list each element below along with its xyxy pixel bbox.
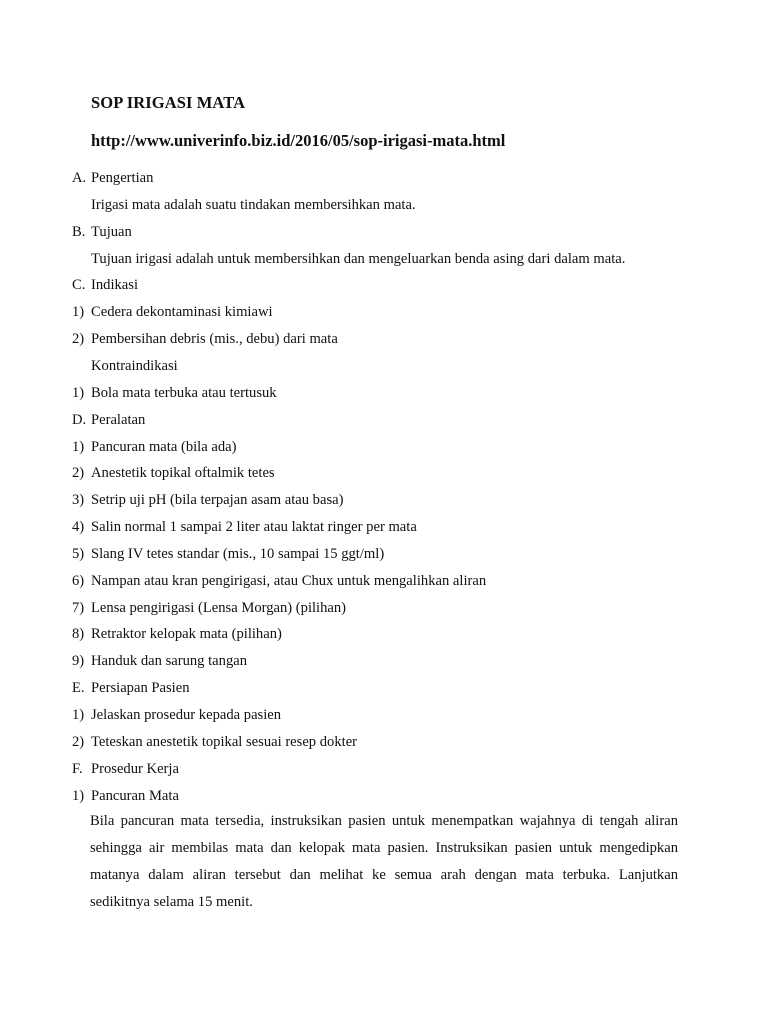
list-item-text: Cedera dekontaminasi kimiawi xyxy=(91,304,273,321)
list-item-text: Pancuran mata (bila ada) xyxy=(91,438,237,455)
list-item xyxy=(72,625,282,643)
list-item xyxy=(72,411,145,429)
list-marker: D. xyxy=(72,411,87,428)
list-item-text: Peralatan xyxy=(91,411,146,428)
list-item-text: Handuk dan sarung tangan xyxy=(91,653,248,670)
list-item xyxy=(72,169,153,187)
paragraph-line: sehingga air membilas mata dan kelopak mata pasien. Instruksikan pasien untuk mengedipkan xyxy=(90,840,678,856)
list-marker: 5) xyxy=(72,545,85,562)
list-marker: 7) xyxy=(72,599,85,616)
list-item xyxy=(72,491,343,509)
list-item-text: Indikasi xyxy=(91,277,139,294)
list-item xyxy=(72,518,417,536)
list-marker: 9) xyxy=(72,653,85,670)
paragraph-line: Bila pancuran mata tersedia, instruksikan pasien untuk menempatkan wajahnya di tengah aliran xyxy=(90,813,678,829)
list-marker: 2) xyxy=(72,733,85,750)
list-marker: 3) xyxy=(72,492,85,509)
list-item xyxy=(72,384,277,402)
list-marker: 2) xyxy=(72,465,85,482)
list-item xyxy=(72,706,281,724)
list-item-text: Pembersihan debris (mis., debu) dari mata xyxy=(91,331,338,348)
list-text xyxy=(91,196,416,214)
list-item xyxy=(72,303,273,321)
list-text xyxy=(91,357,178,375)
list-item-text: Tujuan irigasi adalah untuk membersihkan dan mengeluarkan benda asing dari dalam mata. xyxy=(91,250,626,267)
list-marker: 1) xyxy=(72,438,85,455)
list-item-text: Persiapan Pasien xyxy=(91,680,190,697)
list-item-text: Nampan atau kran pengirigasi, atau Chux untuk mengalihkan aliran xyxy=(91,572,487,589)
list-item xyxy=(72,438,236,456)
list-item xyxy=(72,760,179,778)
list-marker: B. xyxy=(72,223,86,240)
source-url: http://www.univerinfo.biz.id/2016/05/sop-irigasi-mata.html xyxy=(91,131,506,150)
list-item-text: Jelaskan prosedur kepada pasien xyxy=(91,707,282,723)
list-marker: C. xyxy=(72,277,86,294)
list-marker: E. xyxy=(72,680,85,697)
list-item xyxy=(72,787,179,805)
list-item xyxy=(72,223,132,241)
paragraph-line: sedikitnya selama 15 menit. xyxy=(90,894,253,910)
list-item xyxy=(72,464,275,482)
list-marker: 2) xyxy=(72,331,85,348)
list-item-text: Prosedur Kerja xyxy=(91,760,179,777)
list-marker: 8) xyxy=(72,626,85,643)
list-item-text: Bola mata terbuka atau tertusuk xyxy=(91,384,277,401)
procedure-paragraph xyxy=(90,808,678,916)
list-item xyxy=(72,733,357,751)
list-item-text: Teteskan anestetik topikal sesuai resep dokter xyxy=(91,733,358,750)
list-item xyxy=(72,330,338,348)
list-item-text: Retraktor kelopak mata (pilihan) xyxy=(91,626,282,643)
list-marker: A. xyxy=(72,170,87,186)
list-item-text: Kontraindikasi xyxy=(91,357,178,374)
list-marker: 1) xyxy=(72,787,85,804)
list-text xyxy=(91,250,625,268)
list-item xyxy=(72,572,486,590)
list-marker: 6) xyxy=(72,572,85,589)
list-item-text: Anestetik topikal oftalmik tetes xyxy=(91,465,275,482)
list-item-text: Setrip uji pH (bila terpajan asam atau basa) xyxy=(91,492,344,509)
list-marker: 1) xyxy=(72,707,85,723)
list-marker: F. xyxy=(72,760,83,777)
list-item-text: Slang IV tetes standar (mis., 10 sampai 15 ggt/ml) xyxy=(91,545,385,562)
list-item xyxy=(72,599,346,617)
list-marker: 4) xyxy=(72,519,85,536)
list-item-text: Tujuan xyxy=(91,223,132,240)
list-item xyxy=(72,679,190,697)
list-marker: 1) xyxy=(72,384,85,401)
list-item-text: Pancuran Mata xyxy=(91,787,179,804)
list-item xyxy=(72,276,138,294)
list-item-text: Salin normal 1 sampai 2 liter atau laktat ringer per mata xyxy=(91,519,417,536)
list-item-text: Pengertian xyxy=(91,170,154,186)
document-title: SOP IRIGASI MATA xyxy=(91,93,246,112)
list-marker: 1) xyxy=(72,304,85,321)
paragraph-line: matanya dalam aliran tersebut dan melihat ke semua arah dengan mata terbuka. Lanjutkan xyxy=(90,867,678,883)
list-item xyxy=(72,545,384,563)
list-item-text: Irigasi mata adalah suatu tindakan membersihkan mata. xyxy=(91,196,416,213)
list-item-text: Lensa pengirigasi (Lensa Morgan) (pilihan) xyxy=(91,599,347,616)
list-item xyxy=(72,652,247,670)
